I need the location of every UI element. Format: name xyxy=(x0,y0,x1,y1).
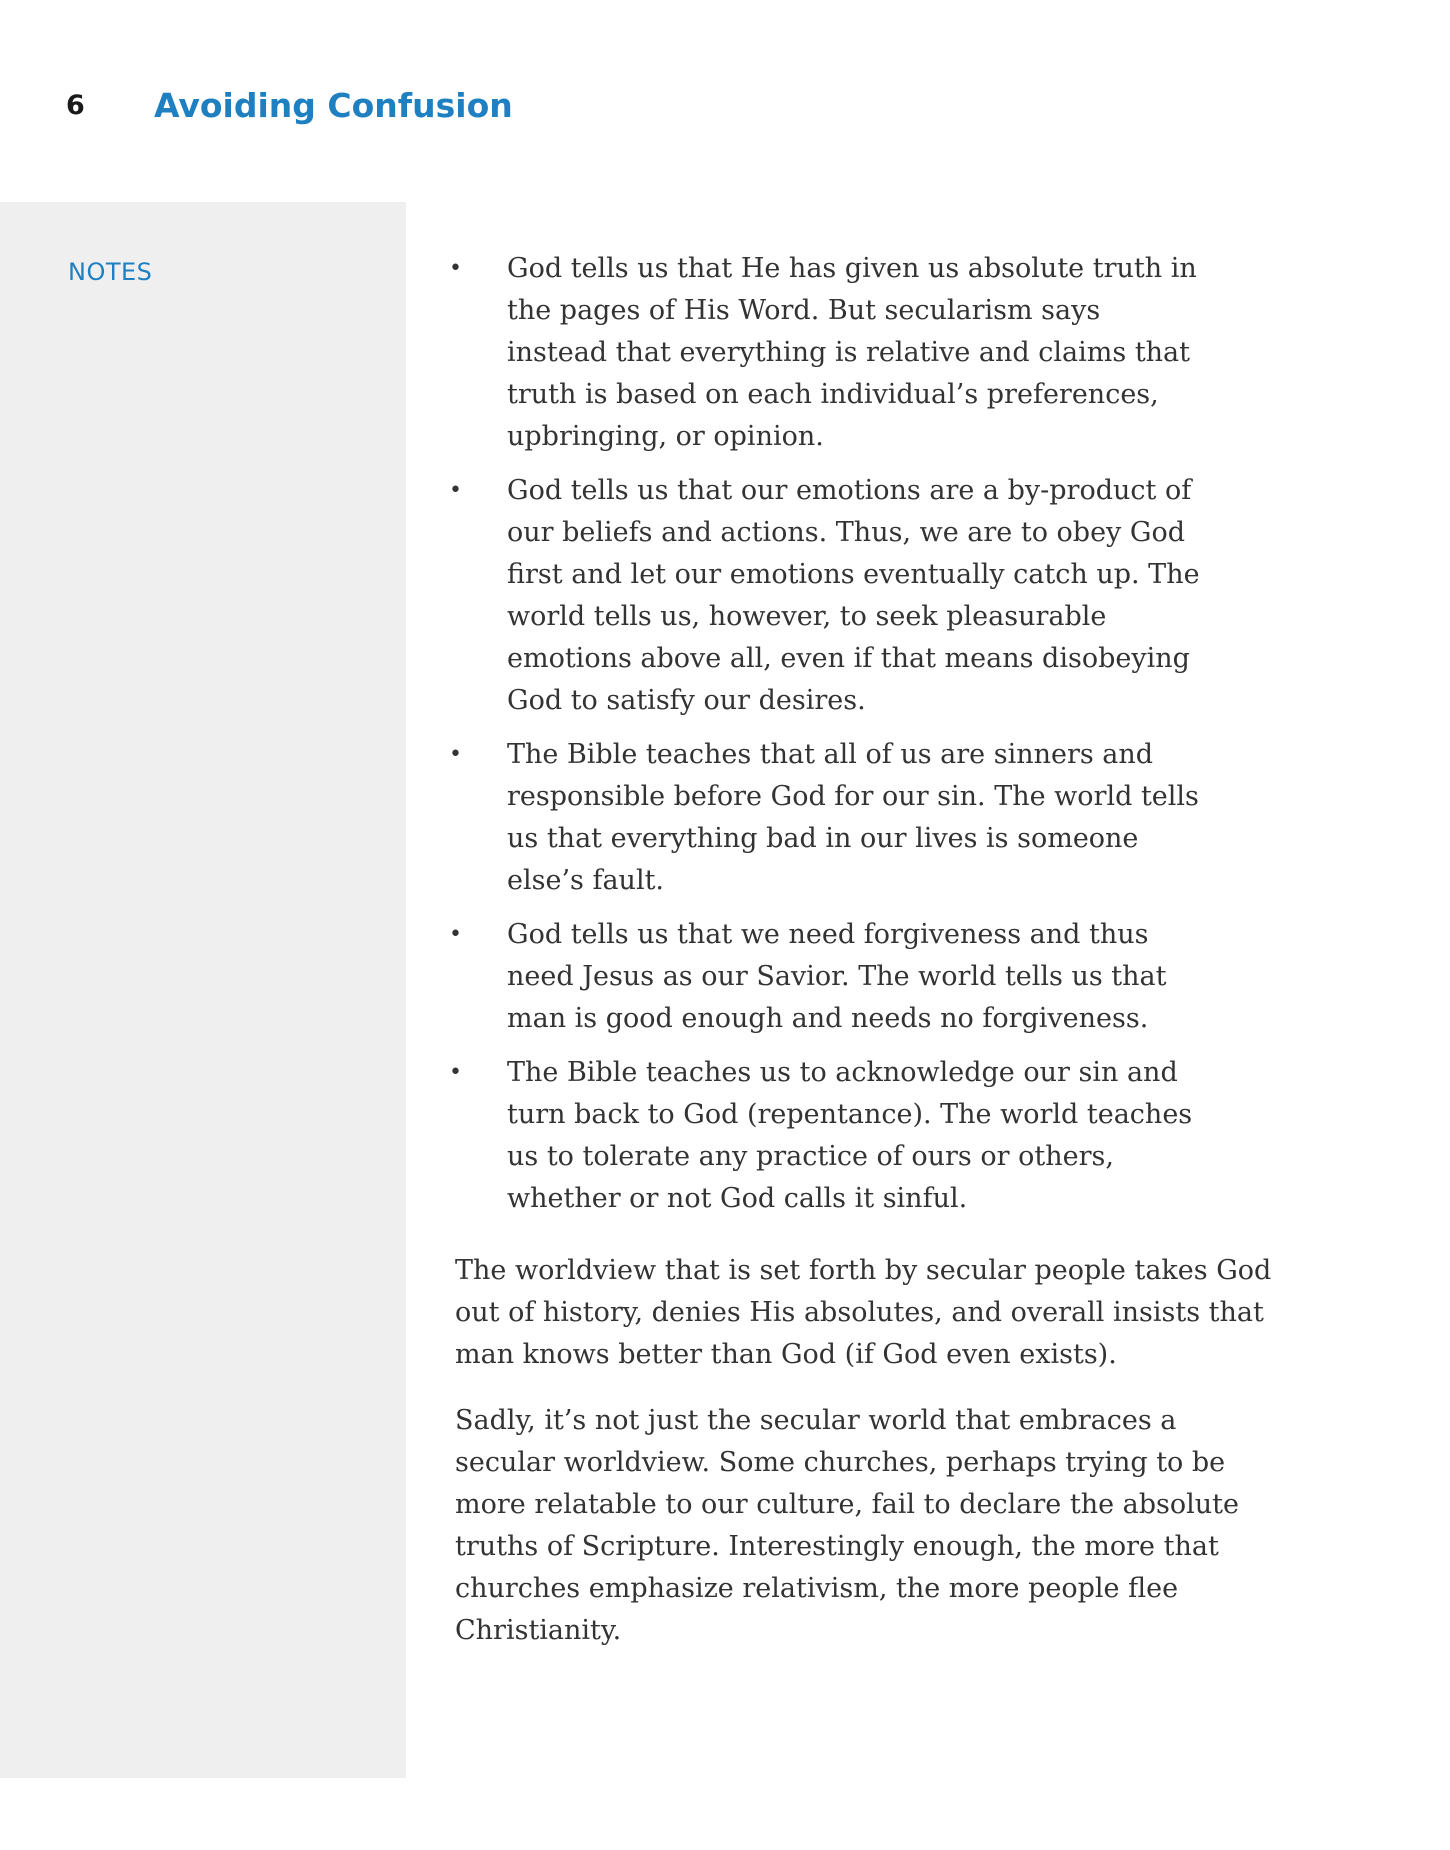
bullet-dot: • xyxy=(449,742,462,767)
bullet-text: God tells us that we need forgiveness and thus need Jesus as our Savior. The world tells us that man is good enough and needs no forgiveness. xyxy=(507,919,1167,1034)
bullet-dot: • xyxy=(449,256,462,281)
notes-sidebar xyxy=(0,202,406,1778)
bullet-text: God tells us that our emotions are a by-product of our beliefs and actions. Thus, we are to obey God first and let our emotions eventually catch up. The world tells us, however, to seek pleasurable emotions above all, even if that means disobeying God to satisfy our desires. xyxy=(507,475,1200,716)
bullet-list xyxy=(449,248,1275,1220)
bullet-text: God tells us that He has given us absolute truth in the pages of His Word. But secularism says instead that everything is relative and claims that truth is based on each individual’s preferences, upbringing, or opinion. xyxy=(507,253,1197,452)
page-title: Avoiding Confusion xyxy=(154,86,513,125)
bullet-item xyxy=(449,734,1207,902)
bullet-text: The Bible teaches that all of us are sinners and responsible before God for our sin. The world tells us that everything bad in our lives is someone else’s fault. xyxy=(507,739,1199,896)
bullet-item xyxy=(449,248,1207,458)
bullet-item xyxy=(449,914,1207,1040)
bullet-item xyxy=(449,470,1207,722)
body-paragraph: Sadly, it’s not just the secular world that embraces a secular worldview. Some churches, perhaps trying to be more relatable to our culture, fail to declare the absolute truths of Scripture. Interestingly enough, the more that churches emphasize relativism, the more people flee Christianity. xyxy=(455,1405,1239,1646)
bullet-text: The Bible teaches us to acknowledge our sin and turn back to God (repentance). The world teaches us to tolerate any practice of ours or others, whether or not God calls it sinful. xyxy=(507,1057,1193,1214)
bullet-dot: • xyxy=(449,478,462,503)
main-content xyxy=(449,248,1275,1652)
notes-label: NOTES xyxy=(68,258,153,286)
body-paragraph: The worldview that is set forth by secular people takes God out of history, denies His absolutes, and overall insists that man knows better than God (if God even exists). xyxy=(455,1255,1272,1370)
bullet-item xyxy=(449,1052,1207,1220)
bullet-dot: • xyxy=(449,922,462,947)
page-number: 6 xyxy=(66,90,85,121)
bullet-dot: • xyxy=(449,1060,462,1085)
